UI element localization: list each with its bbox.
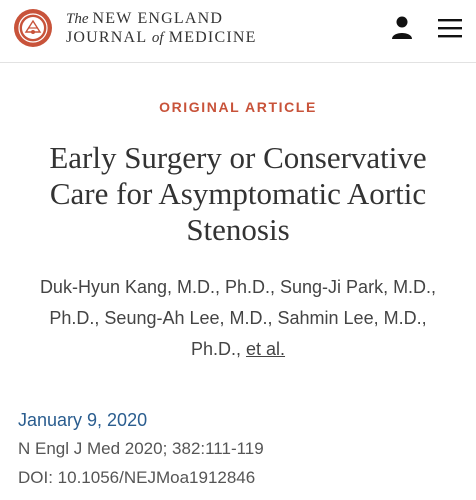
site-header [0, 0, 476, 63]
doi: DOI: 10.1056/NEJMoa1912846 [18, 468, 256, 487]
author-names: Duk-Hyun Kang, M.D., Ph.D., Sung-Ji Park, M.D., Ph.D., Seung-Ah Lee, M.D., Sahmin Lee, M.D., Ph.D., [39, 277, 437, 359]
publication-date: January 9, 2020 [18, 410, 148, 430]
article-title: Early Surgery or Conservative Care for Asymptomatic Aortic Stenosis [49, 140, 427, 247]
masthead-line1: NEW ENGLAND [92, 10, 224, 27]
journal-citation: N Engl J Med 2020; 382:111-119 [18, 439, 264, 458]
masthead[interactable] [66, 10, 257, 48]
masthead-medicine: MEDICINE [168, 29, 257, 46]
et-al-link[interactable]: et al. [246, 339, 286, 359]
user-icon[interactable] [388, 14, 416, 42]
masthead-journal: JOURNAL [66, 29, 147, 46]
article-type-label: ORIGINAL ARTICLE [159, 99, 317, 115]
hamburger-menu-icon[interactable] [436, 16, 464, 40]
nejm-seal-icon[interactable] [13, 8, 53, 48]
author-list [24, 272, 452, 365]
masthead-of: of [151, 30, 164, 46]
masthead-the: The [66, 11, 89, 27]
